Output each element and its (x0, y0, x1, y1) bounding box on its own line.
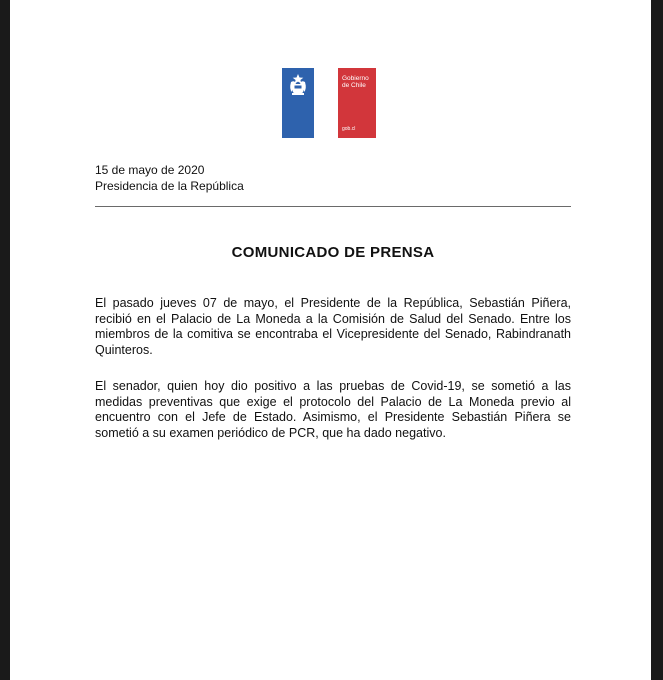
logo-domain: gob.cl (342, 126, 356, 132)
issuing-organization: Presidencia de la República (95, 179, 244, 193)
logo-blue-panel (282, 68, 314, 138)
logo-text-line2: de Chile (342, 82, 366, 89)
document-date: 15 de mayo de 2020 (95, 163, 205, 177)
frame-left-border (0, 0, 10, 680)
logo-text-line1: Gobierno (342, 75, 369, 82)
document-page (10, 0, 651, 680)
body-paragraph-2: El senador, quien hoy dio positivo a las pruebas de Covid-19, se sometió a las medidas preventivas que exige el protocolo del Palacio de La Moneda previo al encuentro con el Jefe de Estado. Asimismo, el Presidente Sebastián Piñera se sometió a su examen periódico de PCR, que ha dado negativo. (95, 379, 571, 440)
logo-red-panel (338, 68, 376, 138)
coat-of-arms-icon (282, 68, 314, 138)
body-paragraph-1: El pasado jueves 07 de mayo, el Presidente de la República, Sebastián Piñera, recibió en el Palacio de La Moneda a la Comisión de Salud del Senado. Entre los miembros de la comitiva se encontraba el Vicepresidente del Senado, Rabindranath Quinteros. (95, 296, 571, 357)
frame-right-border (651, 0, 663, 680)
document-title: COMUNICADO DE PRENSA (231, 244, 435, 261)
gobierno-de-chile-logo (282, 68, 392, 138)
header-divider (95, 206, 571, 207)
